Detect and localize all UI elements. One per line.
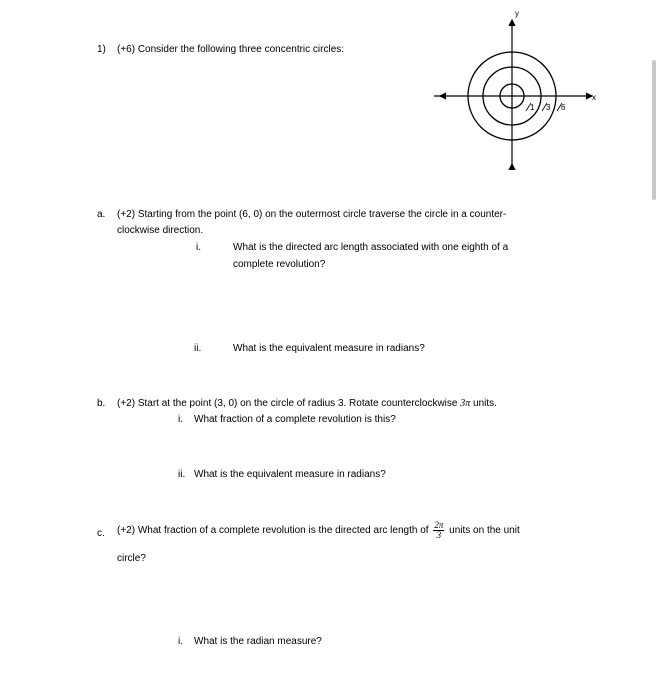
part-b-math: 3π	[460, 398, 471, 409]
part-c-fraction-denominator: 3	[436, 529, 442, 540]
problem-number: 1)	[97, 44, 106, 55]
part-c-fraction-numerator: 2π	[434, 519, 444, 530]
part-c-text-post: units on the unit	[449, 525, 520, 536]
part-c-q1-text: What is the radian measure?	[194, 636, 322, 647]
problem-intro: (+6) Consider the following three concentric circles:	[117, 44, 345, 55]
part-a-q2-number: ii.	[194, 343, 202, 354]
part-c-fraction	[433, 521, 444, 540]
part-b-q2-text: What is the equivalent measure in radians?	[194, 469, 386, 480]
part-b-text-pre: (+2) Start at the point (3, 0) on the circle of radius 3. Rotate counterclockwise	[117, 398, 458, 409]
radius-label-6: 6	[561, 103, 566, 112]
part-c-q1-number: i.	[178, 636, 183, 647]
part-c-text	[117, 520, 520, 542]
part-b-q1-number: i.	[178, 414, 183, 425]
part-b-q2-number: ii.	[178, 469, 186, 480]
part-c-text-pre: (+2) What fraction of a complete revolution is the directed arc length of	[117, 525, 429, 536]
x-axis-label: x	[592, 93, 596, 102]
part-a-q1-line1: What is the directed arc length associated with one eighth of a	[233, 242, 509, 253]
concentric-circles-diagram	[420, 0, 620, 180]
part-a-q1-number: i.	[196, 242, 201, 253]
part-a-letter: a.	[97, 209, 106, 220]
radius-label-1: 1	[530, 103, 535, 112]
part-b-letter: b.	[97, 398, 106, 409]
part-a-text-line1: (+2) Starting from the point (6, 0) on the outermost circle traverse the circle in a counter-	[117, 209, 507, 220]
part-a-text-line2: clockwise direction.	[117, 225, 204, 236]
part-c-letter: c.	[97, 528, 105, 539]
part-c-text-line2: circle?	[117, 553, 146, 564]
part-b-q1-text: What fraction of a complete revolution is this?	[194, 414, 396, 425]
part-a-q1-line2: complete revolution?	[233, 259, 326, 270]
part-b-text-post: units.	[473, 398, 497, 409]
part-a-q2-text: What is the equivalent measure in radians?	[233, 343, 425, 354]
radius-label-3: 3	[546, 103, 551, 112]
y-axis-label: y	[515, 9, 519, 18]
vertical-scrollbar[interactable]	[652, 60, 656, 200]
part-b-text	[117, 398, 497, 409]
